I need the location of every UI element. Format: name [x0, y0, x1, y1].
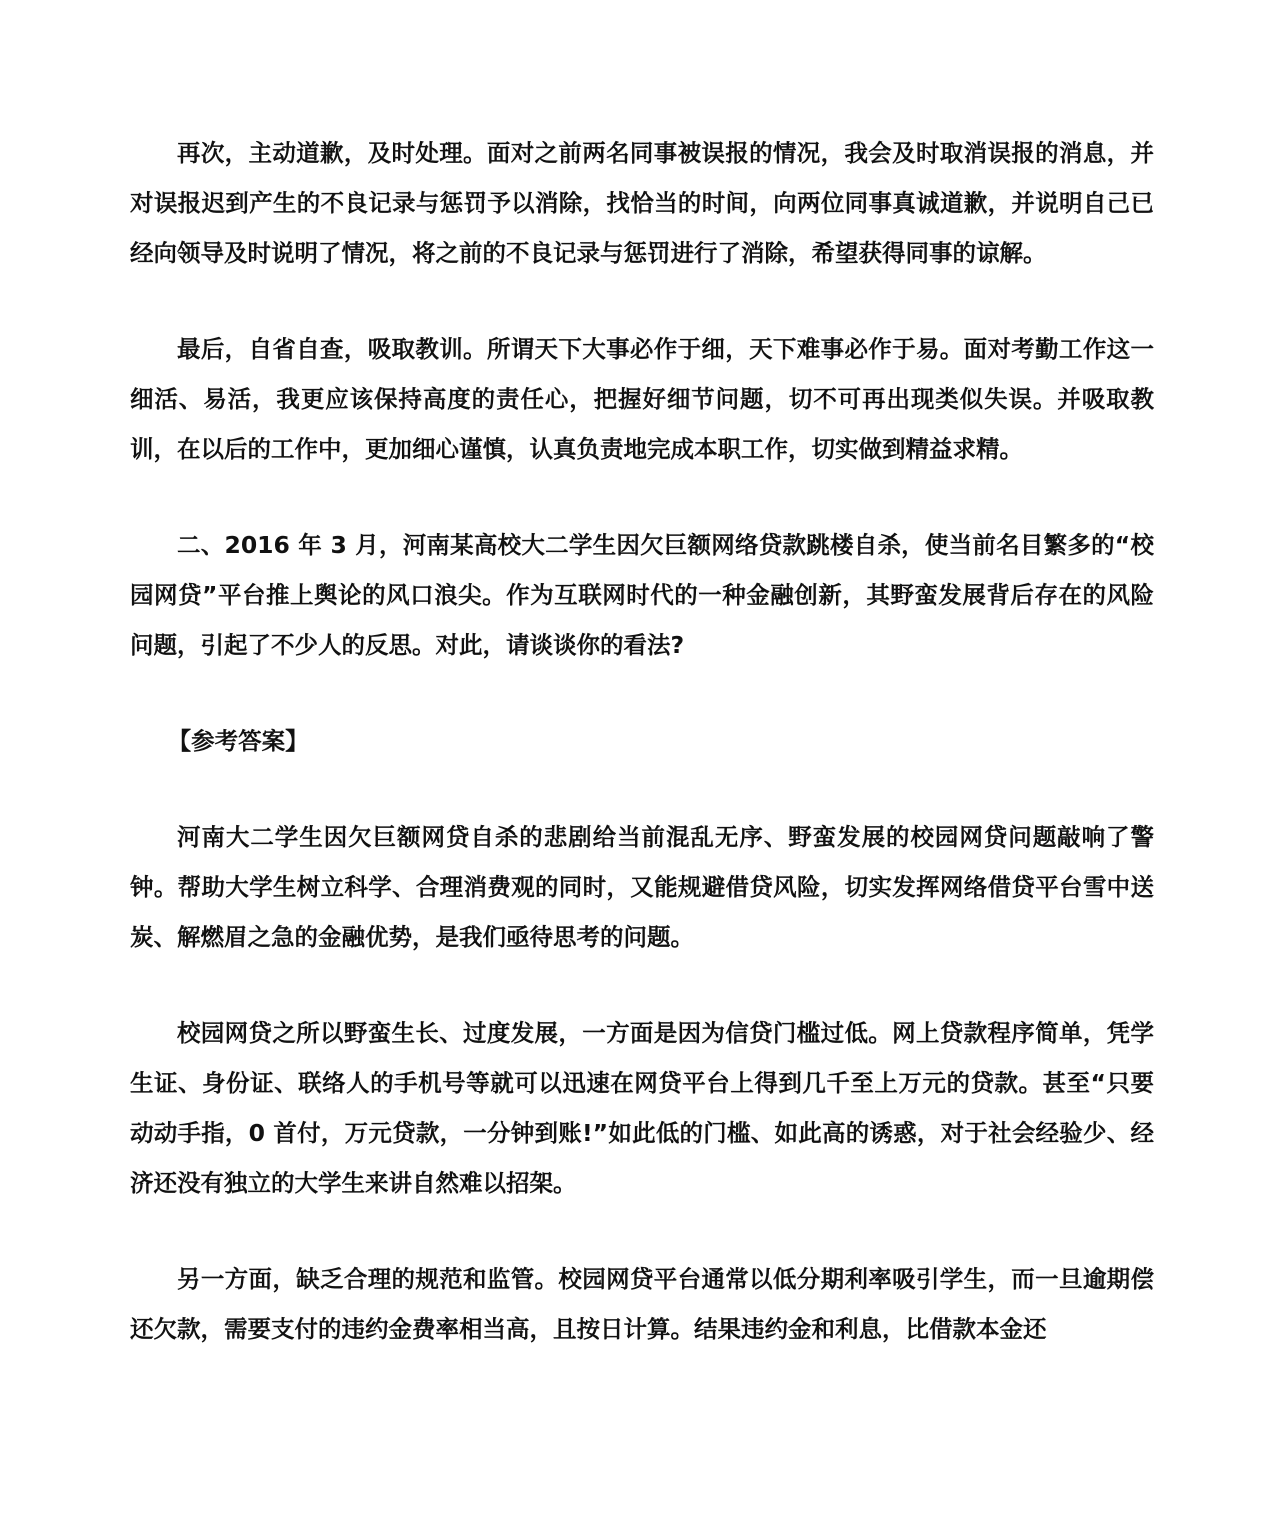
paragraph-answer-intro: 河南大二学生因欠巨额网贷自杀的悲剧给当前混乱无序、野蛮发展的校园网贷问题敲响了警钟。帮助大学生树立科学、合理消费观的同时，又能规避借贷风险，切实发挥网络借贷平台雪中送炭、解燃眉之急的金融优势，是我们亟待思考的问题。	[130, 823, 1154, 951]
document-body	[130, 128, 1154, 1400]
paragraph-lack-of-regulation: 另一方面，缺乏合理的规范和监管。校园网贷平台通常以低分期利率吸引学生，而一旦逾期偿还欠款，需要支付的违约金费率相当高，且按日计算。结果违约金和利息，比借款本金还	[130, 1265, 1154, 1343]
paragraph-low-threshold: 校园网贷之所以野蛮生长、过度发展，一方面是因为信贷门槛过低。网上贷款程序简单，凭学生证、身份证、联络人的手机号等就可以迅速在网贷平台上得到几千至上万元的贷款。甚至“只要动动手指，0 首付，万元贷款，一分钟到账!”如此低的门槛、如此高的诱惑，对于社会经验少、经济还没有独立的大学生来讲自然难以招架。	[130, 1019, 1154, 1197]
paragraph-question-two: 二、2016 年 3 月，河南某高校大二学生因欠巨额网络贷款跳楼自杀，使当前名目繁多的“校园网贷”平台推上舆论的风口浪尖。作为互联网时代的一种金融创新，其野蛮发展背后存在的风险问题，引起了不少人的反思。对此，请谈谈你的看法?	[130, 531, 1154, 659]
reference-answer-heading: 【参考答案】	[167, 727, 309, 755]
paragraph-apology: 再次，主动道歉，及时处理。面对之前两名同事被误报的情况，我会及时取消误报的消息，并对误报迟到产生的不良记录与惩罚予以消除，找恰当的时间，向两位同事真诚道歉，并说明自己已经向领导及时说明了情况，将之前的不良记录与惩罚进行了消除，希望获得同事的谅解。	[130, 139, 1154, 267]
paragraph-self-reflection: 最后，自省自查，吸取教训。所谓天下大事必作于细，天下难事必作于易。面对考勤工作这一细活、易活，我更应该保持高度的责任心，把握好细节问题，切不可再出现类似失误。并吸取教训，在以后的工作中，更加细心谨慎，认真负责地完成本职工作，切实做到精益求精。	[130, 335, 1154, 463]
